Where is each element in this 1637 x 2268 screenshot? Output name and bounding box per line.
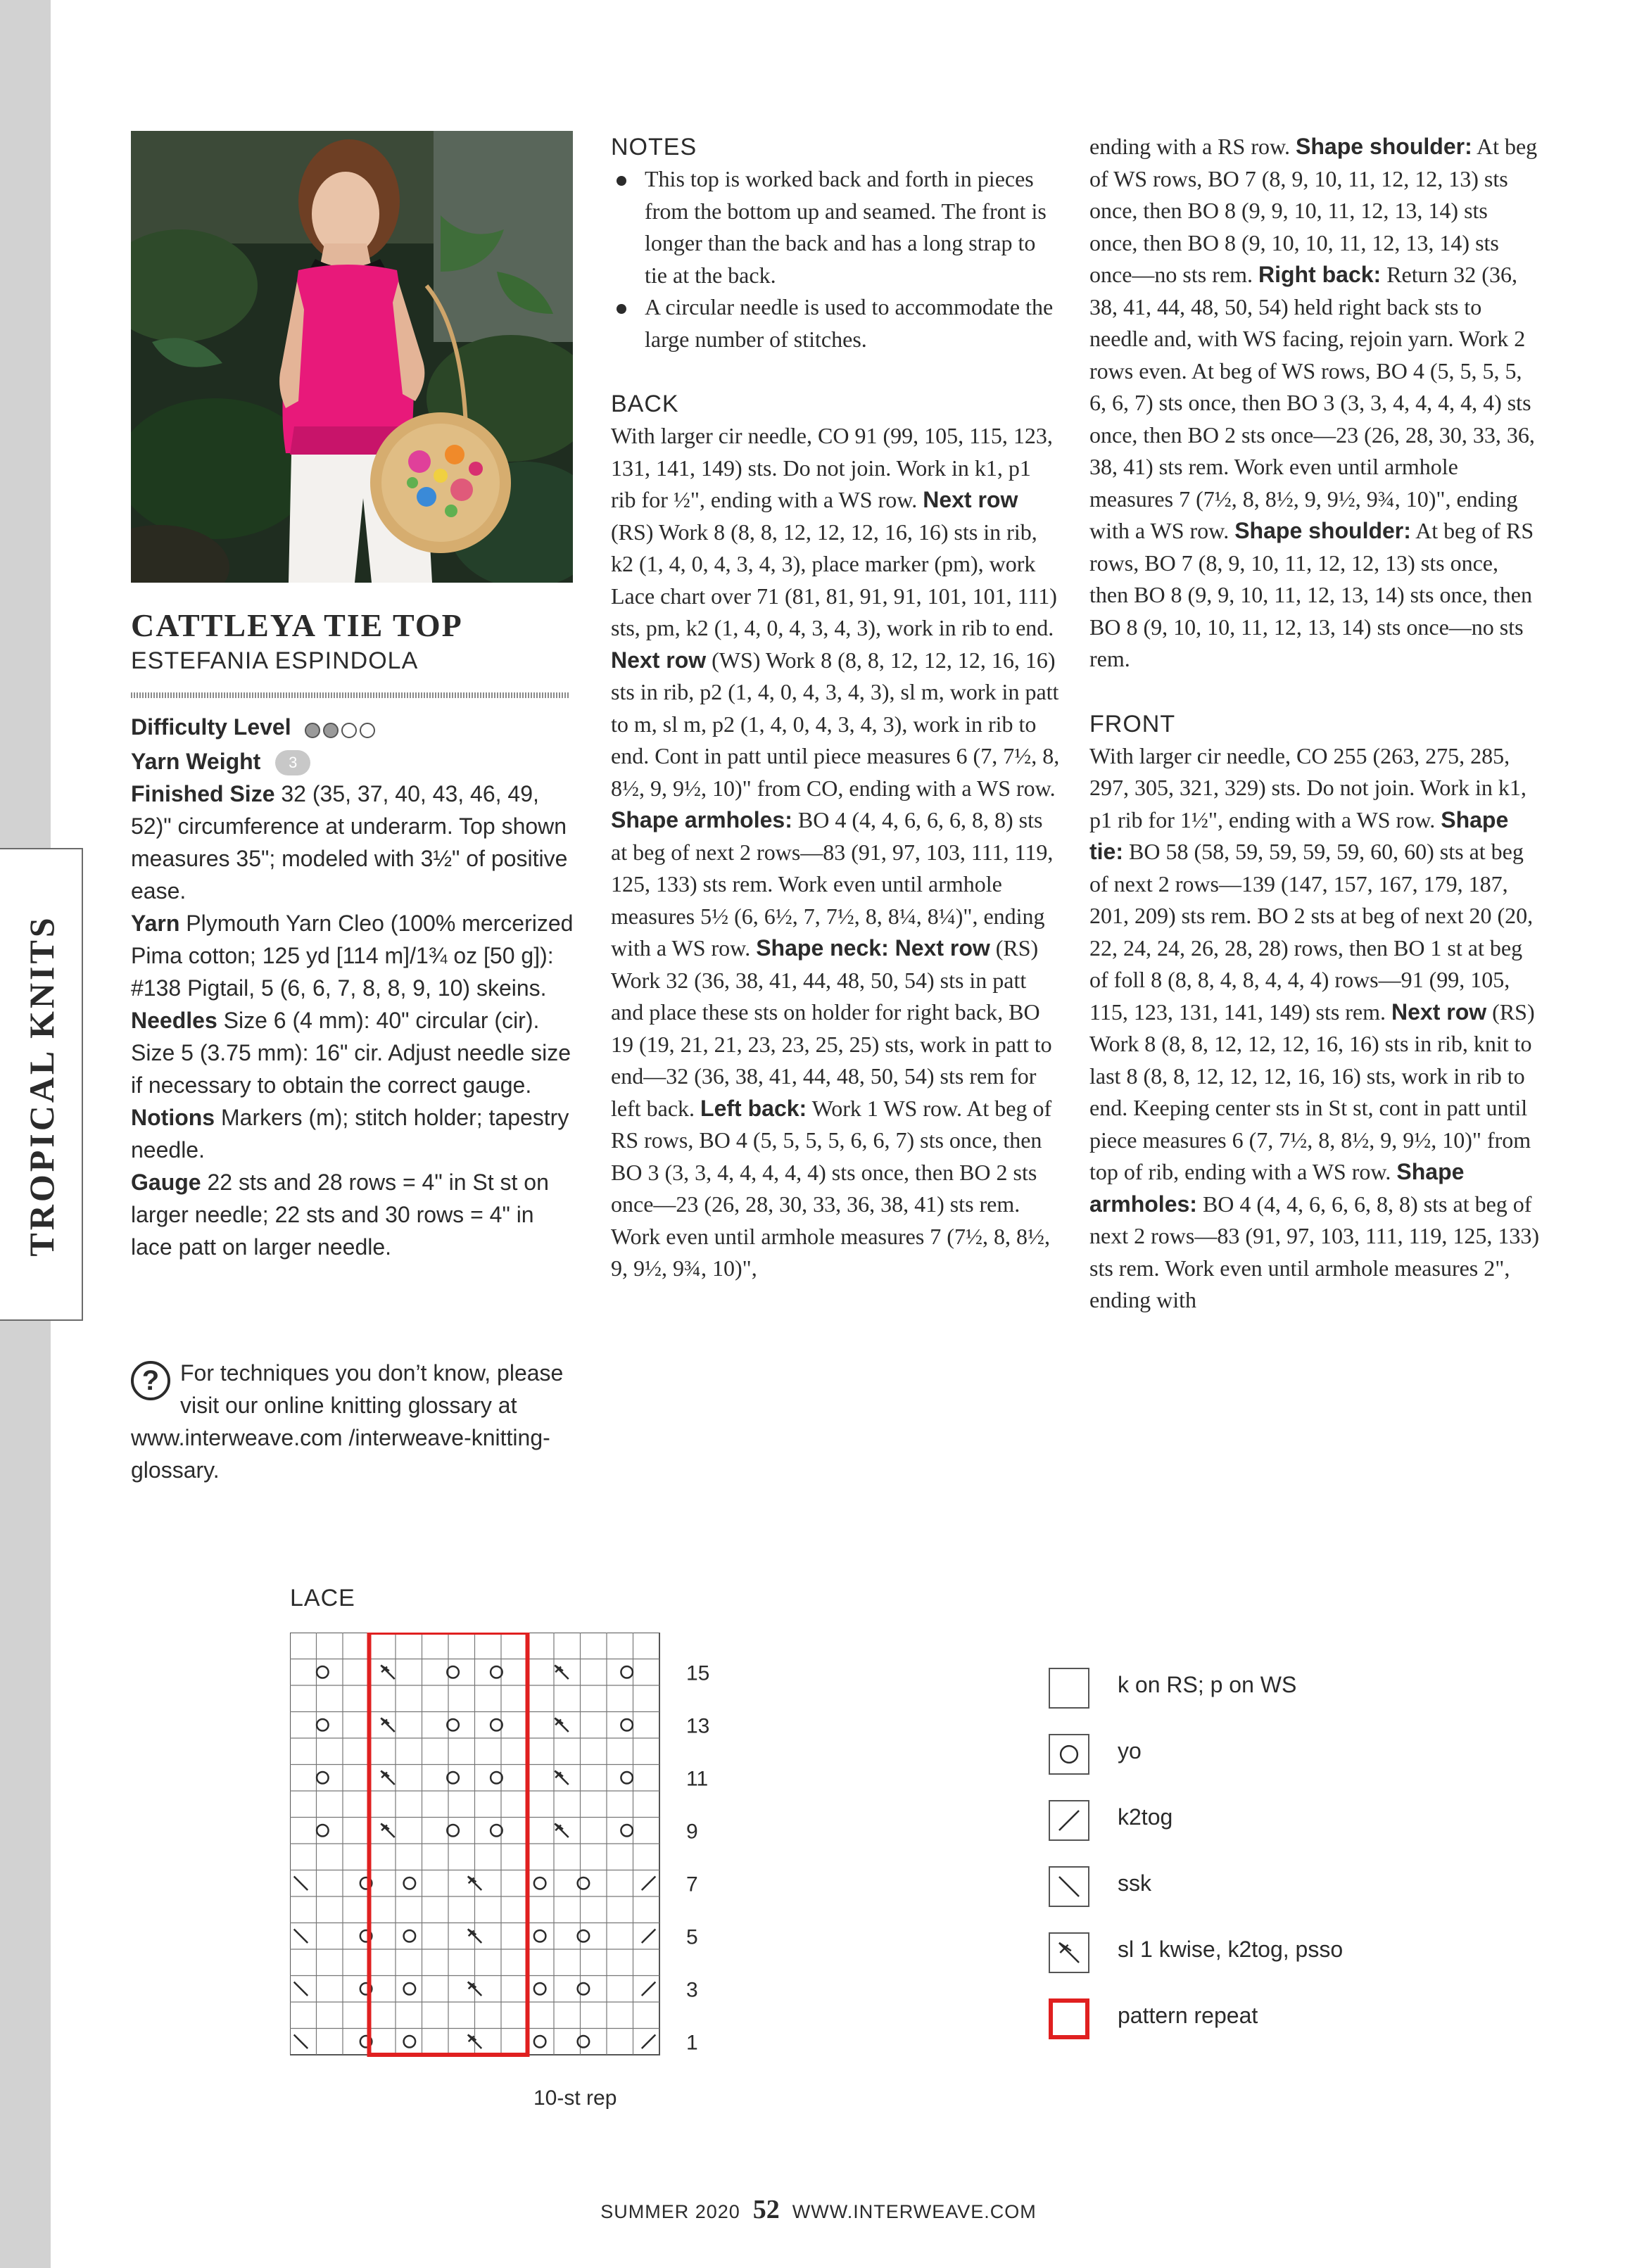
back-lead: Shape armholes: — [611, 807, 792, 832]
title-divider — [131, 692, 570, 698]
back-text-cont — [1089, 131, 1540, 676]
difficulty-dot — [360, 723, 375, 738]
back-lead: Left back: — [700, 1095, 807, 1121]
row-number: 15 — [686, 1661, 710, 1685]
notes-list — [611, 163, 1061, 355]
row-number: 11 — [686, 1767, 709, 1791]
back-lead: Shape shoulder: — [1296, 134, 1472, 159]
lace-chart-grid — [290, 1633, 923, 2069]
list-item: This top is worked back and forth in pieces from the bottom up and seamed. The front is longer than the back and has a long strap to tie at the back. — [611, 163, 1061, 291]
footer-site: WWW.INTERWEAVE.COM — [792, 2201, 1037, 2222]
front-para: (RS) Work 8 (8, 8, 12, 12, 12, 16, 16) sts in rib, knit to last 8 (8, 8, 12, 12, 12, 16, 16) sts, work in rib to end. Keeping center sts in St st, cont in patt until piece measures 6 (7, 7½, 8, 8½, 9, 9½, 10)" from top of rib, ending with a WS row. — [1089, 999, 1535, 1184]
difficulty-row — [131, 711, 574, 745]
legend-label: ssk — [1118, 1870, 1151, 1896]
gauge-text: 22 sts and 28 rows = 4" in St st on larger needle; 22 sts and 30 rows = 4" in lace patt on larger needle. — [131, 1169, 549, 1260]
row-number: 13 — [686, 1714, 710, 1738]
page-number: 52 — [752, 2195, 780, 2224]
notes-heading: NOTES — [611, 134, 697, 160]
section-tab-label: TROPICAL KNITS — [22, 915, 61, 1257]
back-para: At beg of RS rows, BO 7 (8, 9, 10, 11, 12, 12, 13) sts once, then BO 8 (9, 9, 10, 11, 12, 13, 14) sts once, then BO 8 (9, 10, 10, 11, 12, 13, 14) sts once—no sts rem. — [1089, 518, 1534, 671]
back-text — [611, 420, 1061, 1285]
yarn-weight-icon: 3 — [275, 750, 310, 775]
back-lead: Shape neck: Next row — [756, 935, 990, 961]
back-heading: BACK — [611, 391, 679, 417]
difficulty-dot — [323, 723, 339, 738]
designer-name: ESTEFANIA ESPINDOLA — [131, 647, 419, 674]
back-para: (RS) Work 32 (36, 38, 41, 44, 48, 50, 54) sts in patt and place these sts on holder for right back, BO 19 (19, 21, 21, 23, 23, 25, 25) sts, work in patt to end—32 (36, 38, 41, 44, 48, 50, 54) sts rem for left back. — [611, 935, 1052, 1121]
legend-label: sl 1 kwise, k2tog, psso — [1118, 1937, 1344, 1962]
row-number: 9 — [686, 1820, 698, 1844]
front-heading: FRONT — [1089, 710, 1176, 737]
row-number: 7 — [686, 1873, 698, 1896]
back-para: Work 1 WS row. At beg of RS rows, BO 4 (5, 5, 5, 5, 6, 6, 7) sts once, then BO 3 (3, 3, 4, 4, 4, 4, 4) sts once, then BO 2 sts once—23 (26, 28, 30, 33, 36, 38, 41) sts rem. Work even until armhole measures 7 (7½, 8, 8½, 9, 9½, 9¾, 10)", — [611, 1095, 1052, 1281]
chart-cells — [290, 1633, 659, 2055]
pattern-photo — [131, 131, 573, 583]
legend-label: yo — [1118, 1738, 1142, 1763]
front-lead: Next row — [1391, 999, 1487, 1025]
back-lead: Next row — [923, 487, 1018, 512]
gauge-row — [131, 1166, 574, 1263]
column-back-front — [1089, 131, 1540, 1317]
row-number: 3 — [686, 1978, 698, 2002]
back-para: (RS) Work 8 (8, 8, 12, 12, 12, 16, 16) sts in rib, k2 (1, 4, 0, 4, 3, 4, 3), place marker (pm), work Lace chart over 71 (81, 81, 91, 91, 101, 101, 111) sts, pm, k2 (1, 4, 0, 4, 3, 4, 3), work in rib to end. — [611, 519, 1057, 640]
yarn-row — [131, 907, 574, 1004]
lace-chart — [290, 1633, 923, 2072]
finished-size-text: 32 (35, 37, 40, 43, 46, 49, 52)" circumference at underarm. Top shown measures 35"; modeled with 3½" of positive ease. — [131, 780, 568, 904]
legend-swatch-k2tog — [1049, 1800, 1089, 1841]
repeat-label: 10-st rep — [533, 2086, 617, 2110]
legend-label: k on RS; p on WS — [1118, 1672, 1297, 1697]
back-para: (WS) Work 8 (8, 8, 12, 12, 12, 16, 16) sts in rib, p2 (1, 4, 0, 4, 3, 4, 3), sl m, work in patt to m, sl m, p2 (1, 4, 0, 4, 3, 4, 3), work in rib to end. Cont in patt until piece measures 6 (7, 7½, 8, 8½, 9, 9½, 10)" from CO, ending with a WS row. — [611, 647, 1060, 801]
difficulty-meter — [305, 713, 378, 745]
front-lead: Shape armholes: — [1089, 1159, 1465, 1217]
difficulty-dot — [341, 723, 357, 738]
notions-row — [131, 1101, 574, 1166]
difficulty-dot — [305, 723, 320, 738]
needles-label: Needles — [131, 1007, 217, 1033]
tip-text: For techniques you don’t know, please visit our online knitting glossary at www.interweave.com /interweave-knitting-glossary. — [131, 1360, 564, 1483]
notions-label: Notions — [131, 1104, 215, 1130]
list-item: A circular needle is used to accommodate the large number of stitches. — [611, 291, 1061, 355]
finished-size-label: Finished Size — [131, 780, 275, 806]
front-text — [1089, 740, 1540, 1317]
difficulty-label: Difficulty Level — [131, 714, 291, 740]
legend-swatch-repeat — [1049, 1998, 1089, 2039]
yarn-text: Plymouth Yarn Cleo (100% mercerized Pima cotton; 125 yd [114 m]/1¾ oz [50 g]): #138 Pigtail, 5 (6, 6, 7, 8, 8, 9, 10) skeins. — [131, 910, 574, 1001]
notions-text: Markers (m); stitch holder; tapestry needle. — [131, 1104, 569, 1162]
front-para: With larger cir needle, CO 255 (263, 275, 285, 297, 305, 321, 329) sts. Do not join. Work in k1, p1 rib for 1½", ending with a WS row. — [1089, 742, 1527, 832]
back-para: With larger cir needle, CO 91 (99, 105, 115, 123, 131, 141, 149) sts. Do not join. Work in k1, p1 rib for ½", ending with a WS row. — [611, 423, 1053, 512]
footer-issue: SUMMER 2020 — [600, 2201, 740, 2222]
front-lead: Shape tie: — [1089, 806, 1509, 864]
needles-text: Size 6 (4 mm): 40" circular (cir). Size 5 (3.75 mm): 16" cir. Adjust needle size if necessary to obtain the correct gauge. — [131, 1007, 571, 1098]
back-para: BO 4 (4, 4, 6, 6, 6, 8, 8) sts at beg of next 2 rows—83 (91, 97, 103, 111, 119, 125, 133) sts rem. Work even until armhole measures 5½ (6, 6½, 7, 7½, 8, 8¼, 8¼)", ending with a WS row. — [611, 807, 1054, 961]
yarn-weight-label: Yarn Weight — [131, 748, 261, 774]
back-para: At beg of WS rows, BO 7 (8, 9, 10, 11, 12, 12, 13) sts once, then BO 8 (9, 9, 10, 11, 12, 13, 14) sts once, then BO 8 (9, 10, 10, 11, 12, 13, 14) sts once—no sts rem. — [1089, 134, 1538, 287]
yarn-weight-row — [131, 745, 574, 778]
back-lead: Shape shoulder: — [1234, 518, 1411, 543]
finished-size-row — [131, 778, 574, 907]
pattern-title: CATTLEYA TIE TOP — [131, 607, 463, 643]
legend-swatch-sk2p — [1049, 1932, 1089, 1973]
question-icon: ? — [131, 1361, 170, 1400]
legend-label: pattern repeat — [1118, 2003, 1258, 2028]
legend-swatch-yo — [1049, 1734, 1089, 1775]
back-lead: Right back: — [1258, 262, 1382, 287]
back-lead: Next row — [611, 647, 707, 673]
legend-swatch-k — [1049, 1668, 1089, 1709]
gauge-label: Gauge — [131, 1169, 201, 1195]
front-para: BO 4 (4, 4, 6, 6, 6, 8, 8) sts at beg of next 2 rows—83 (91, 97, 103, 111, 119, 125, 133) sts rem. Work even until armhole measures 2", ending with — [1089, 1191, 1540, 1312]
pattern-specs — [131, 711, 574, 1263]
row-number: 5 — [686, 1925, 698, 1949]
lace-chart-title: LACE — [290, 1585, 355, 1611]
back-para: Return 32 (36, 38, 41, 44, 48, 50, 54) held right back sts to needle and, with WS facing, rejoin yarn. Work 2 rows even. At beg of WS rows, BO 4 (5, 5, 5, 5, 6, 6, 7) sts once, then BO 3 (3, 3, 4, 4, 4, 4, 4) sts once, then BO 2 sts once—23 (26, 28, 30, 33, 36, 38, 41) sts rem. Work even until armhole measures 7 (7½, 8, 8½, 9, 9½, 9¾, 10)", ending with a WS row. — [1089, 262, 1535, 543]
yarn-label: Yarn — [131, 910, 180, 936]
front-para: BO 58 (58, 59, 59, 59, 59, 60, 60) sts at beg of next 2 rows—139 (147, 157, 167, 179, 187, 201, 209) sts rem. BO 2 sts at beg of next 20 (20, 22, 24, 24, 26, 28, 28) rows, then BO 1 st at beg of foll 8 (8, 8, 4, 8, 4, 4, 4) rows—91 (99, 105, 115, 123, 131, 141, 149) sts rem. — [1089, 839, 1534, 1025]
row-number: 1 — [686, 2031, 698, 2055]
techniques-tip — [131, 1357, 581, 1486]
needles-row — [131, 1004, 574, 1101]
legend-swatch-ssk — [1049, 1866, 1089, 1907]
page-footer — [0, 2194, 1637, 2225]
back-para: ending with a RS row. — [1089, 134, 1291, 159]
section-tab — [0, 848, 83, 1321]
column-notes-back — [611, 131, 1061, 1285]
legend-label: k2tog — [1118, 1804, 1173, 1830]
